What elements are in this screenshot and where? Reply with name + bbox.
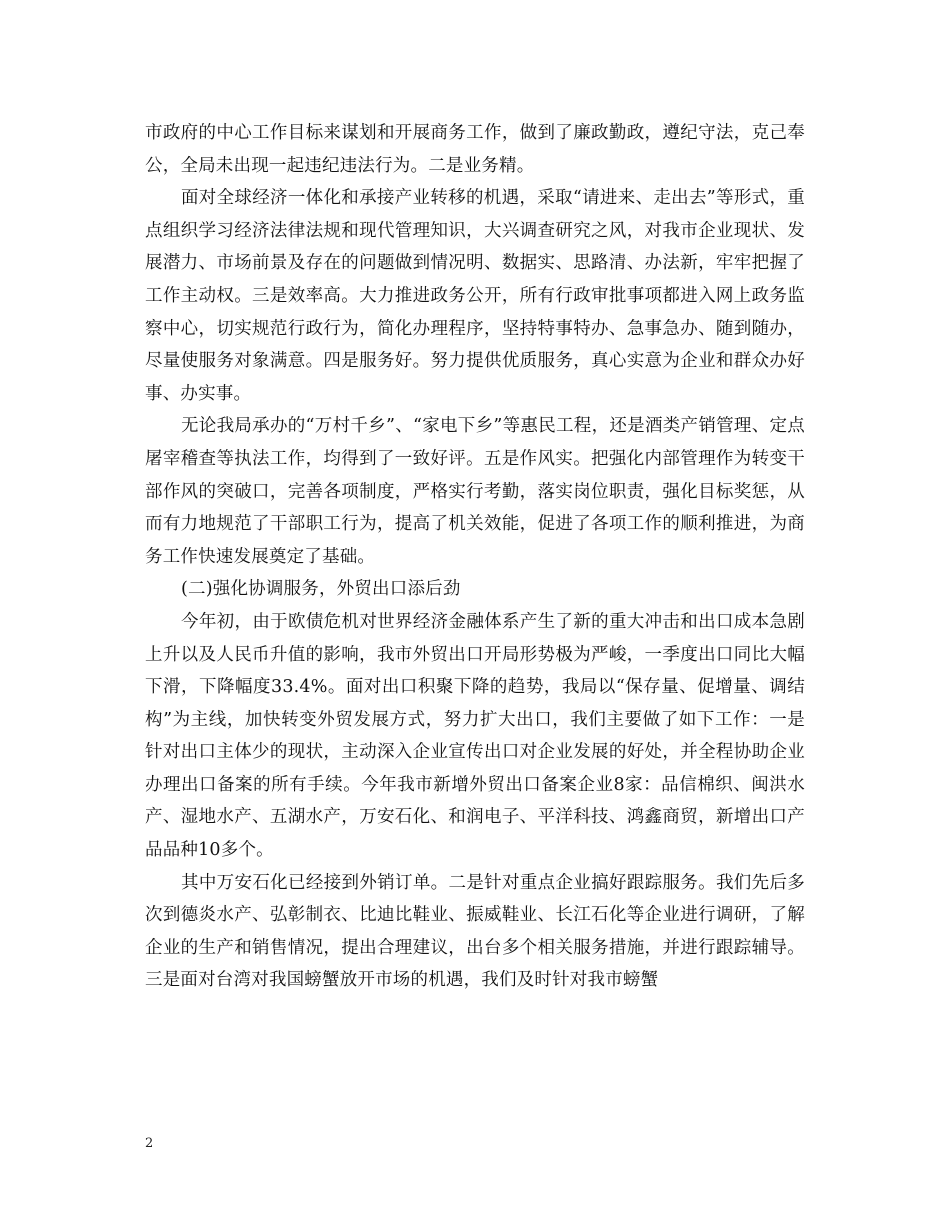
paragraph-4: 今年初，由于欧债危机对世界经济金融体系产生了新的重大冲击和出口成本急剧上升以及人民币升值的影响，我市外贸出口开局形势极为严峻，一季度出口同比大幅下滑，下降幅度33.4%。面对出口积聚下降的趋势，我局以“保存量、促增量、调结构”为主线，加快转变外贸发展方式，努力扩大出口，我们主要做了如下工作：一是针对出口主体少的现状，主动深入企业宣传出口对企业发展的好处，并全程协助企业办理出口备案的所有手续。今年我市新增外贸出口备案企业8家：品信棉织、闽洪水产、湿地水产、五湖水产，万安石化、和润电子、平洋科技、鸿鑫商贸，新增出口产品品种10多个。 bbox=[145, 611, 805, 861]
paragraph-1: 市政府的中心工作目标来谋划和开展商务工作，做到了廉政勤政，遵纪守法，克己奉公，全局未出现一起违纪违法行为。二是业务精。 bbox=[145, 123, 805, 176]
section-heading: (二)强化协调服务，外贸出口添后劲 bbox=[181, 579, 461, 600]
paragraph-2: 面对全球经济一体化和承接产业转移的机遇，采取“请进来、走出去”等形式，重点组织学习经济法律法规和现代管理知识，大兴调查研究之风，对我市企业现状、发展潜力、市场前景及存在的问题做到情况明、数据实、思路清、办法新，牢牢把握了工作主动权。三是效率高。大力推进政务公开，所有行政审批事项都进入网上政务监察中心，切实规范行政行为，简化办理程序，坚持特事特办、急事急办、随到随办，尽量使服务对象满意。四是服务好。努力提供优质服务，真心实意为企业和群众办好事、办实事。 bbox=[145, 188, 805, 404]
paragraph-3: 无论我局承办的“万村千乡”、“家电下乡”等惠民工程，还是酒类产销管理、定点屠宰稽查等执法工作，均得到了一致好评。五是作风实。把强化内部管理作为转变干部作风的突破口，完善各项制度，严格实行考勤，落实岗位职责，强化目标奖惩，从而有力地规范了干部职工行为，提高了机关效能，促进了各项工作的顺利推进，为商务工作快速发展奠定了基础。 bbox=[145, 416, 805, 567]
paragraph-5: 其中万安石化已经接到外销订单。二是针对重点企业搞好跟踪服务。我们先后多次到德炎水产、弘彰制衣、比迪比鞋业、振威鞋业、长江石化等企业进行调研，了解企业的生产和销售情况，提出合理建议，出台多个相关服务措施，并进行跟踪辅导。三是面对台湾对我国螃蟹放开市场的机遇，我们及时针对我市螃蟹 bbox=[145, 872, 805, 991]
document-body bbox=[145, 117, 805, 997]
page-number: 2 bbox=[145, 1136, 154, 1151]
